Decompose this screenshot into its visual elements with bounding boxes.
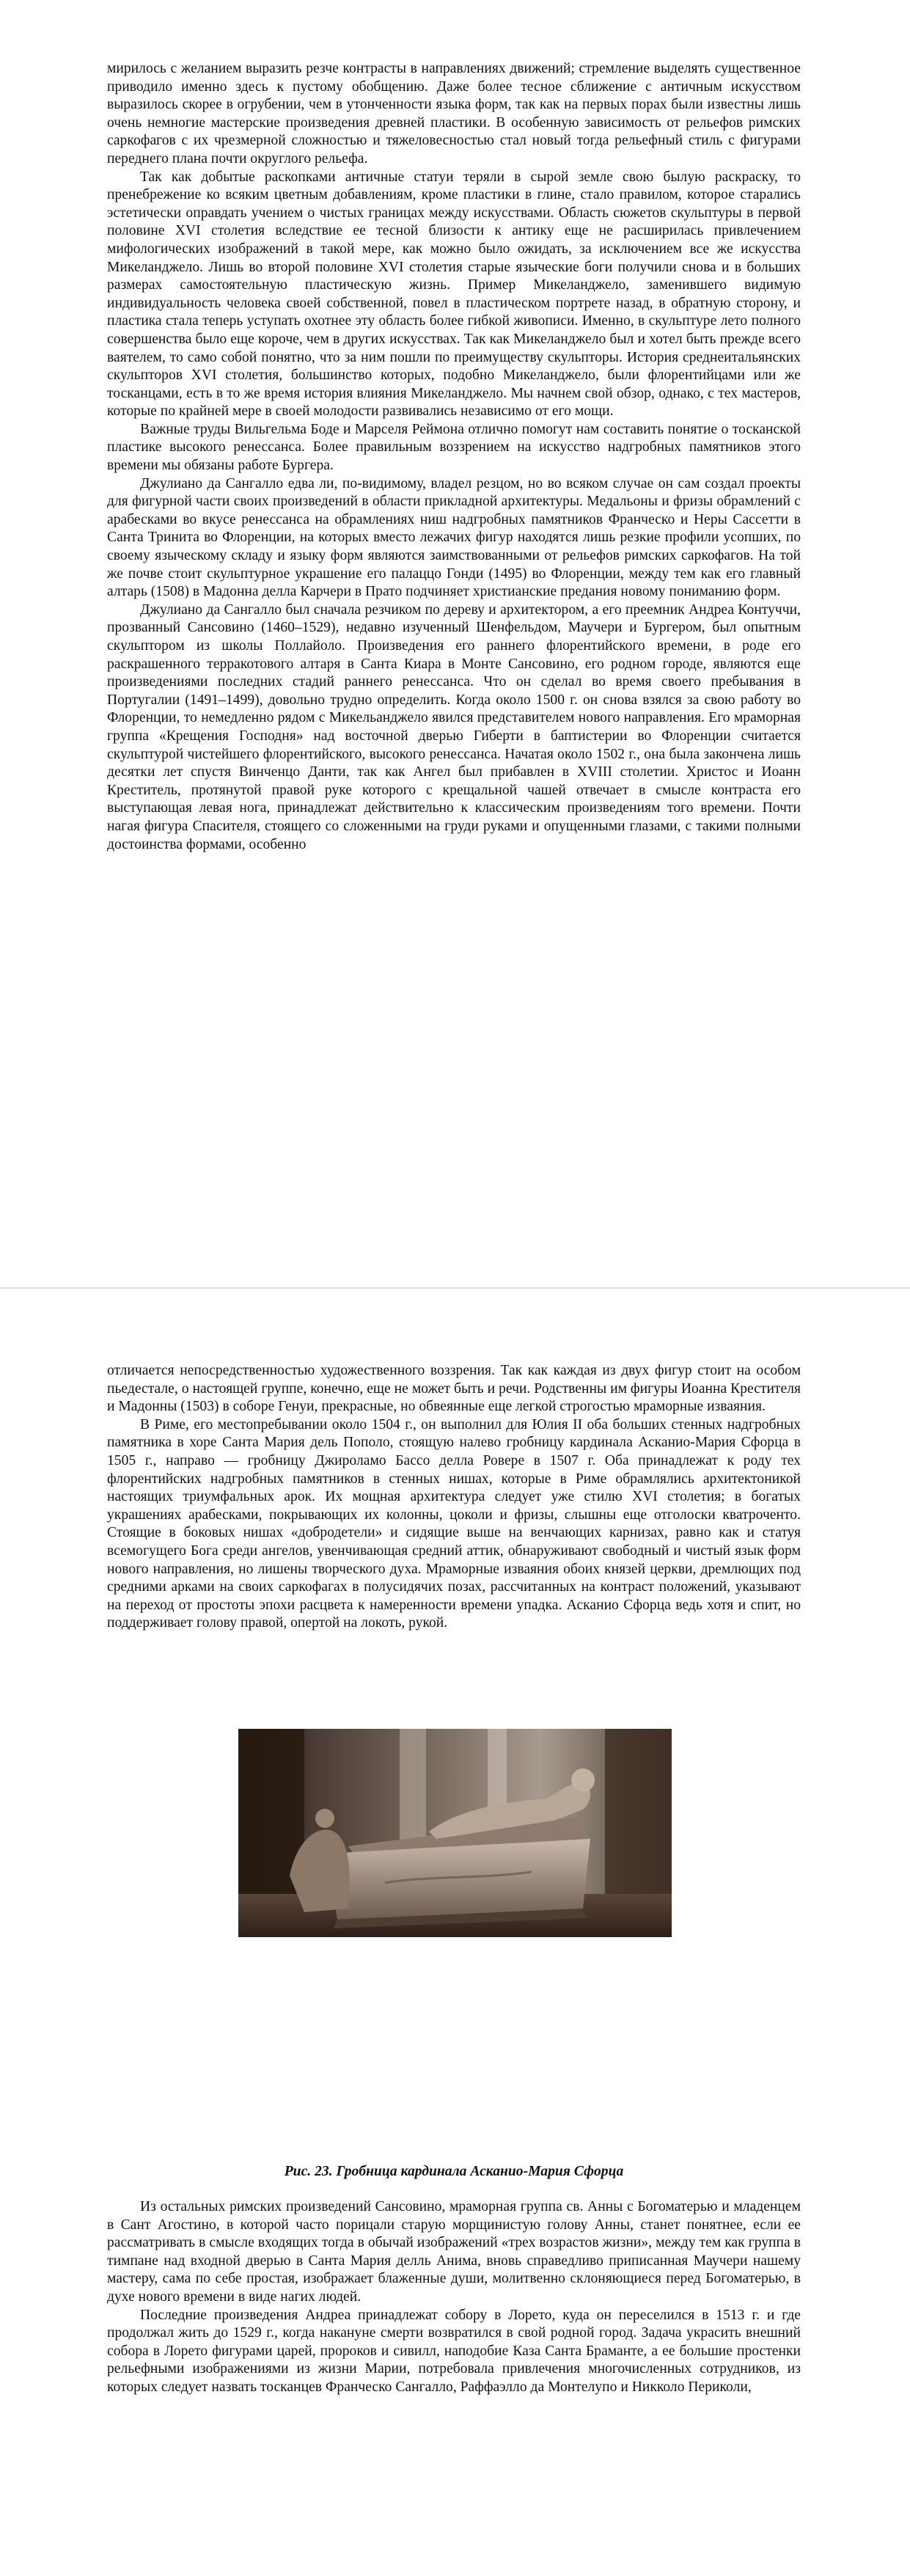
- figure-caption: Рис. 23. Гробница кардинала Асканио-Мария Сфорца: [284, 2164, 624, 2179]
- page-2: [0, 1289, 910, 2576]
- page-1-text: [107, 60, 801, 854]
- tomb-photograph: [238, 1729, 672, 1937]
- paragraph: Джулиано да Сангалло был сначала резчиком по дереву и архитектором, а его преемник Андреа Контуччи, прозванный Сансовино (1460–1529), недавно изученный Шенфельдом, Маучери и Бургером, был опытным скульптором из школы Поллайоло. Произведения его раннего флорентийского времени, в роде его раскрашенного терракотового алтаря в Санта Киара в Монте Сансовино, его родном городе, являются еще произведениями последних стадий раннего ренессанса. Что он сделал во время своего пребывания в Португалии (1491–1499), довольно трудно определить. Когда около 1500 г. он снова взялся за свою работу во Флоренции, то немедленно рядом с Микельанджело явился представителем нового направления. Его мраморная группа «Крещения Господня» над восточной дверью Гиберти в баптистерии во Флоренции считается скульптурой чистейшего флорентийского, высокого ренессанса. Начатая около 1502 г., она была закончена лишь десятки лет спустя Винченцо Данти, так как Ангел был прибавлен в XVIII столетии. Христос и Иоанн Креститель, протянутой правой руке которого с крещальной чашей отвечает в смысле контраста его выступающая левая нога, принадлежат действительно к классическим произведениям того времени. Почти нагая фигура Спасителя, стоящего со сложенными на груди руками и опущенными глазами, с такими полными достоинства формами, особенно: [107, 601, 801, 852]
- paragraph: мирилось с желанием выразить резче контрасты в направлениях движений; стремление выделять существенное приводило именно здесь к пустому обобщению. Даже более тесное сближение с античным искусством выразилось скорее в огрубении, чем в утонченности языка форм, так как на первых порах были известны лишь очень немногие мастерские произведения древней пластики. В особенную зависимость от рельефов римских саркофагов с их чрезмерной сложностью и тяжеловесностью стал новый тогда рельефный стиль с фигурами переднего плана почти округлого рельефа.: [107, 61, 801, 167]
- paragraph: Важные труды Вильгельма Боде и Марселя Реймона отлично помогут нам составить понятие о тосканской пластике высокого ренессанса. Более правильным воззрением на искусство надгробных памятников этого времени мы обязаны работе Бургера.: [107, 421, 801, 474]
- page-1: [0, 0, 910, 1287]
- page-2-text-bottom: [107, 2198, 801, 2397]
- page-2-text-top: [107, 1362, 801, 1633]
- paragraph: Последние произведения Андреа принадлежат собору в Лорето, куда он переселился в 1513 г. и где продолжал жить до 1529 г., когда накануне смерти возвратился в свой родной город. Задача украсить внешний собора в Лорето фигурами царей, пророков и сивилл, наподобие Каза Санта Браманте, а ее большие простенки рельефными изображениями из жизни Марии, потребовала привлечения многочисленных сотрудников, из которых следует назвать тосканцев Франческо Сангалло, Раффаэлло да Монтелупо и Никколо Периколи,: [107, 2307, 801, 2395]
- paragraph: В Риме, его местопребывании около 1504 г., он выполнил для Юлия II оба больших стенных надгробных памятника в хоре Санта Мария дель Пополо, стоящую налево гробницу кардинала Асканио-Мария Сфорца в 1505 г., направо — гробницу Джироламо Бассо делла Ровере в 1507 г. Оба принадлежат к роду тех флорентийских надгробных памятников в стенных нишах, которые в Риме обрамлялись архитектоникой настоящих триумфальных арок. Их мощная архитектура следует уже стилю XVI столетия; в богатых украшениях арабесками, покрывающих их колонны, цоколи и фризы, слышны еще отголоски кватроченто. Стоящие в боковых нишах «добродетели» и сидящие выше на венчающих карнизах, равно как и статуя всемогущего Бога среди ангелов, увенчивающая средний аттик, обнаруживают свободный и чистый язык форм нового направления, но лишены творческого духа. Мраморные изваяния обоих князей церкви, дремлющих под средними арками на своих саркофагах в полусидячих позах, рассчитанных на контраст положений, указывают на переход от простоты эпохи расцвета к намеренности времени упадка. Асканио Сфорца ведь хотя и спит, но поддерживает голову правой, опертой на локоть, рукой.: [107, 1416, 801, 1631]
- paragraph: Так как добытые раскопками античные статуи теряли в сырой земле свою былую раскраску, то пренебрежение ко всяким цветным добавлениям, кроме пластики в глине, стало правилом, которое старались эстетически оправдать учением о чистых границах между искусствами. Область сюжетов скульптуры в первой половине XVI столетия вследствие ее тесной близости к антику еще не расширилась привлечением мифологических изображений в такой мере, как можно было ожидать, за исключением все же искусства Микеланджело. Лишь во второй половине XVI столетия старые языческие боги получили снова и в больших размерах самостоятельную пластическую жизнь. Пример Микеланджело, заменившего видимую индивидуальность человека своей собственной, повел в пластическом портрете назад, в обратную сторону, и пластика стала теперь уступать охотнее эту область более гибкой живописи. Именно, в скульптуре лето полного совершенства было еще короче, чем в других искусствах. Так как Микеланджело был и хотел быть прежде всего ваятелем, то само собой понятно, что за ним пошли по преимуществу скульпторы. История среднеитальянских скульпторов XVI столетия, большинство которых, подобно Микеланджело, были флорентийцами или же тосканцами, есть в то же время история влияния Микеланджело. Мы начнем свой обзор, однако, с тех мастеров, которые по крайней мере в своей молодости развивались независимо от его мощи.: [107, 169, 801, 420]
- paragraph: отличается непосредственностью художественного воззрения. Так как каждая из двух фигур стоит на особом пьедестале, о настоящей группе, конечно, еще не может быть и речи. Родственны им фигуры Иоанна Крестителя и Мадонны (1503) в соборе Генуи, прекрасные, но обвеянные еще легкой строгостью мраморные изваяния.: [107, 1363, 801, 1415]
- paragraph: Из остальных римских произведений Сансовино, мраморная группа св. Анны с Богоматерью и младенцем в Сант Агостино, в которой часто порицали старую морщинистую голову Анны, станет понятнее, если ее рассматривать в смысле входящих тогда в обычай изображений «трех возрастов жизни», между тем как группа в тимпане над входной дверью в Санта Мария делль Анима, вновь справедливо приписанная Маучери нашему мастеру, сама по себе простая, изображает блаженные души, молитвенно склоняющиеся перед Богоматерью, в духе нового времени в виде нагих людей.: [107, 2199, 801, 2305]
- paragraph: Джулиано да Сангалло едва ли, по-видимому, владел резцом, но во всяком случае он сам создал проекты для фигурной части своих произведений в области прикладной архитектуры. Медальоны и фризы обрамлений с арабесками во вкусе ренессанса на обрамлениях ниш надгробных памятников Франческо и Неры Сассетти в Санта Тринита во Флоренции, на которых вместо лежачих фигур находятся лишь резкие профили усопших, по своему языческому складу и языку форм являются заимствованными от рельефов римских саркофагов. На той же почве стоит скульптурное украшение его палаццо Гонди (1495) во Флоренции, между тем как его главный алтарь (1508) в Мадонна делла Карчери в Прато подчиняет христианские предания новому пониманию форм.: [107, 475, 801, 600]
